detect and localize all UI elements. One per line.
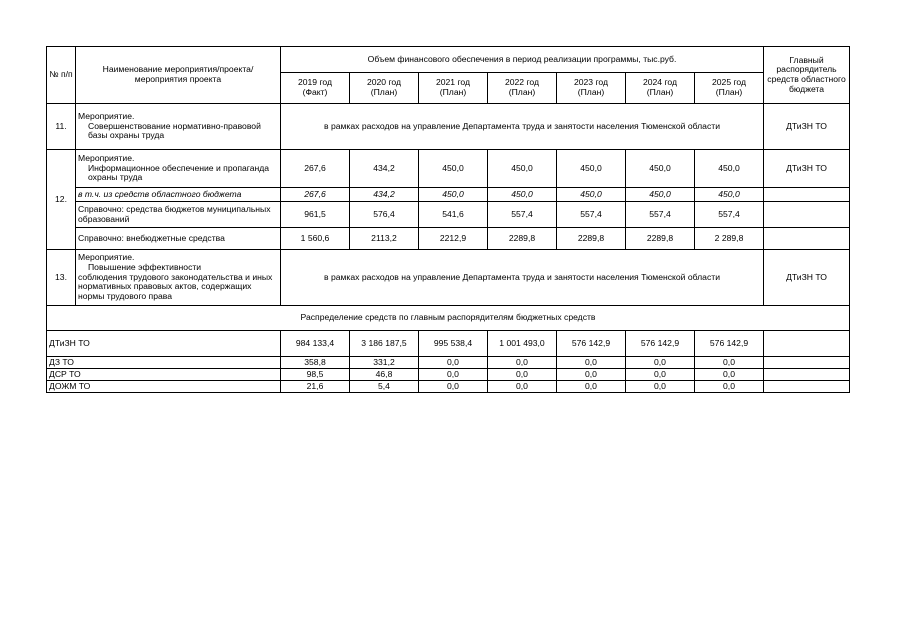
row-number: 11.: [47, 104, 76, 150]
value-cell: 557,4: [557, 202, 626, 228]
value-cell: 2289,8: [626, 228, 695, 250]
value-cell: 450,0: [557, 188, 626, 202]
value-cell: 2 289,8: [695, 228, 764, 250]
value-cell: 331,2: [350, 357, 419, 369]
value-cell: 961,5: [281, 202, 350, 228]
year-header: 2022 год (План): [488, 73, 557, 104]
value-cell: 0,0: [488, 369, 557, 381]
manager-cell: ДТиЗН ТО: [764, 104, 850, 150]
value-cell: 557,4: [626, 202, 695, 228]
value-cell: 0,0: [488, 357, 557, 369]
table-row: [47, 250, 850, 306]
value-cell: 0,0: [557, 381, 626, 393]
value-cell: 541,6: [419, 202, 488, 228]
empty-cell: [764, 369, 850, 381]
manager-cell: ДТиЗН ТО: [764, 150, 850, 188]
distribution-title: Распределение средств по главным распорядителям бюджетных средств: [47, 306, 850, 331]
value-cell: 0,0: [626, 357, 695, 369]
value-cell: 450,0: [488, 150, 557, 188]
value-cell: 2289,8: [557, 228, 626, 250]
year-header: 2025 год (План): [695, 73, 764, 104]
value-cell: 576 142,9: [557, 331, 626, 357]
value-cell: 1 001 493,0: [488, 331, 557, 357]
value-cell: 21,6: [281, 381, 350, 393]
measure-name: Мероприятие. Информационное обеспечение и пропаганда охраны труда: [76, 150, 281, 188]
value-cell: 557,4: [695, 202, 764, 228]
manager-cell: [764, 202, 850, 228]
value-cell: 450,0: [557, 150, 626, 188]
table-row: [47, 331, 850, 357]
year-header: 2020 год (План): [350, 73, 419, 104]
year-header: 2019 год (Факт): [281, 73, 350, 104]
regional-budget-label: в т.ч. из средств областного бюджета: [76, 188, 281, 202]
value-cell: 576,4: [350, 202, 419, 228]
value-cell: 46,8: [350, 369, 419, 381]
budget-note: в рамках расходов на управление Департамента труда и занятости населения Тюменской области: [281, 250, 764, 306]
value-cell: 3 186 187,5: [350, 331, 419, 357]
value-cell: 2212,9: [419, 228, 488, 250]
value-cell: 576 142,9: [626, 331, 695, 357]
manager-cell: [764, 188, 850, 202]
extrabudgetary-label: Справочно: внебюджетные средства: [76, 228, 281, 250]
value-cell: 450,0: [626, 150, 695, 188]
manager-name: ДТиЗН ТО: [47, 331, 281, 357]
value-cell: 0,0: [626, 381, 695, 393]
col-num-header: № п/п: [47, 47, 76, 104]
table-row: [47, 150, 850, 188]
value-cell: 450,0: [695, 150, 764, 188]
row-number: 13.: [47, 250, 76, 306]
value-cell: 0,0: [557, 369, 626, 381]
manager-name: ДСР ТО: [47, 369, 281, 381]
value-cell: 0,0: [695, 357, 764, 369]
value-cell: 267,6: [281, 188, 350, 202]
distribution-title-row: [47, 306, 850, 331]
year-header: 2024 год (План): [626, 73, 695, 104]
table-row: [47, 228, 850, 250]
empty-cell: [764, 331, 850, 357]
financing-table: [46, 46, 850, 393]
table-row: [47, 202, 850, 228]
table-row: [47, 188, 850, 202]
value-cell: 267,6: [281, 150, 350, 188]
value-cell: 450,0: [695, 188, 764, 202]
col-volume-header: Объем финансового обеспечения в период реализации программы, тыс.руб.: [281, 47, 764, 73]
value-cell: 358,8: [281, 357, 350, 369]
row-number: 12.: [47, 150, 76, 250]
value-cell: 0,0: [488, 381, 557, 393]
manager-cell: ДТиЗН ТО: [764, 250, 850, 306]
value-cell: 0,0: [695, 381, 764, 393]
table-row: [47, 369, 850, 381]
value-cell: 995 538,4: [419, 331, 488, 357]
manager-name: ДОЖМ ТО: [47, 381, 281, 393]
year-header: 2023 год (План): [557, 73, 626, 104]
budget-note: в рамках расходов на управление Департамента труда и занятости населения Тюменской области: [281, 104, 764, 150]
value-cell: 984 133,4: [281, 331, 350, 357]
header-row-1: [47, 47, 850, 73]
value-cell: 0,0: [626, 369, 695, 381]
measure-name: Мероприятие. Совершенствование нормативно-правовой базы охраны труда: [76, 104, 281, 150]
value-cell: 2289,8: [488, 228, 557, 250]
table-row: [47, 104, 850, 150]
value-cell: 434,2: [350, 150, 419, 188]
empty-cell: [764, 381, 850, 393]
value-cell: 0,0: [419, 369, 488, 381]
value-cell: 0,0: [419, 357, 488, 369]
value-cell: 5,4: [350, 381, 419, 393]
value-cell: 98,5: [281, 369, 350, 381]
value-cell: 1 560,6: [281, 228, 350, 250]
value-cell: 450,0: [419, 150, 488, 188]
year-header: 2021 год (План): [419, 73, 488, 104]
manager-cell: [764, 228, 850, 250]
manager-name: ДЗ ТО: [47, 357, 281, 369]
value-cell: 2113,2: [350, 228, 419, 250]
empty-cell: [764, 357, 850, 369]
col-name-header: Наименование мероприятия/проекта/мероприятия проекта: [76, 47, 281, 104]
value-cell: 450,0: [626, 188, 695, 202]
value-cell: 0,0: [419, 381, 488, 393]
value-cell: 450,0: [419, 188, 488, 202]
value-cell: 576 142,9: [695, 331, 764, 357]
table-row: [47, 381, 850, 393]
value-cell: 450,0: [488, 188, 557, 202]
municipal-budget-label: Справочно: средства бюджетов муниципальных образований: [76, 202, 281, 228]
value-cell: 0,0: [695, 369, 764, 381]
value-cell: 0,0: [557, 357, 626, 369]
col-manager-header: Главный распорядитель средств областного бюджета: [764, 47, 850, 104]
measure-name: Мероприятие. Повышение эффективности соблюдения трудового законодательства и иных нормативных правовых актов, содержащих нормы трудового права: [76, 250, 281, 306]
value-cell: 557,4: [488, 202, 557, 228]
table-row: [47, 357, 850, 369]
value-cell: 434,2: [350, 188, 419, 202]
